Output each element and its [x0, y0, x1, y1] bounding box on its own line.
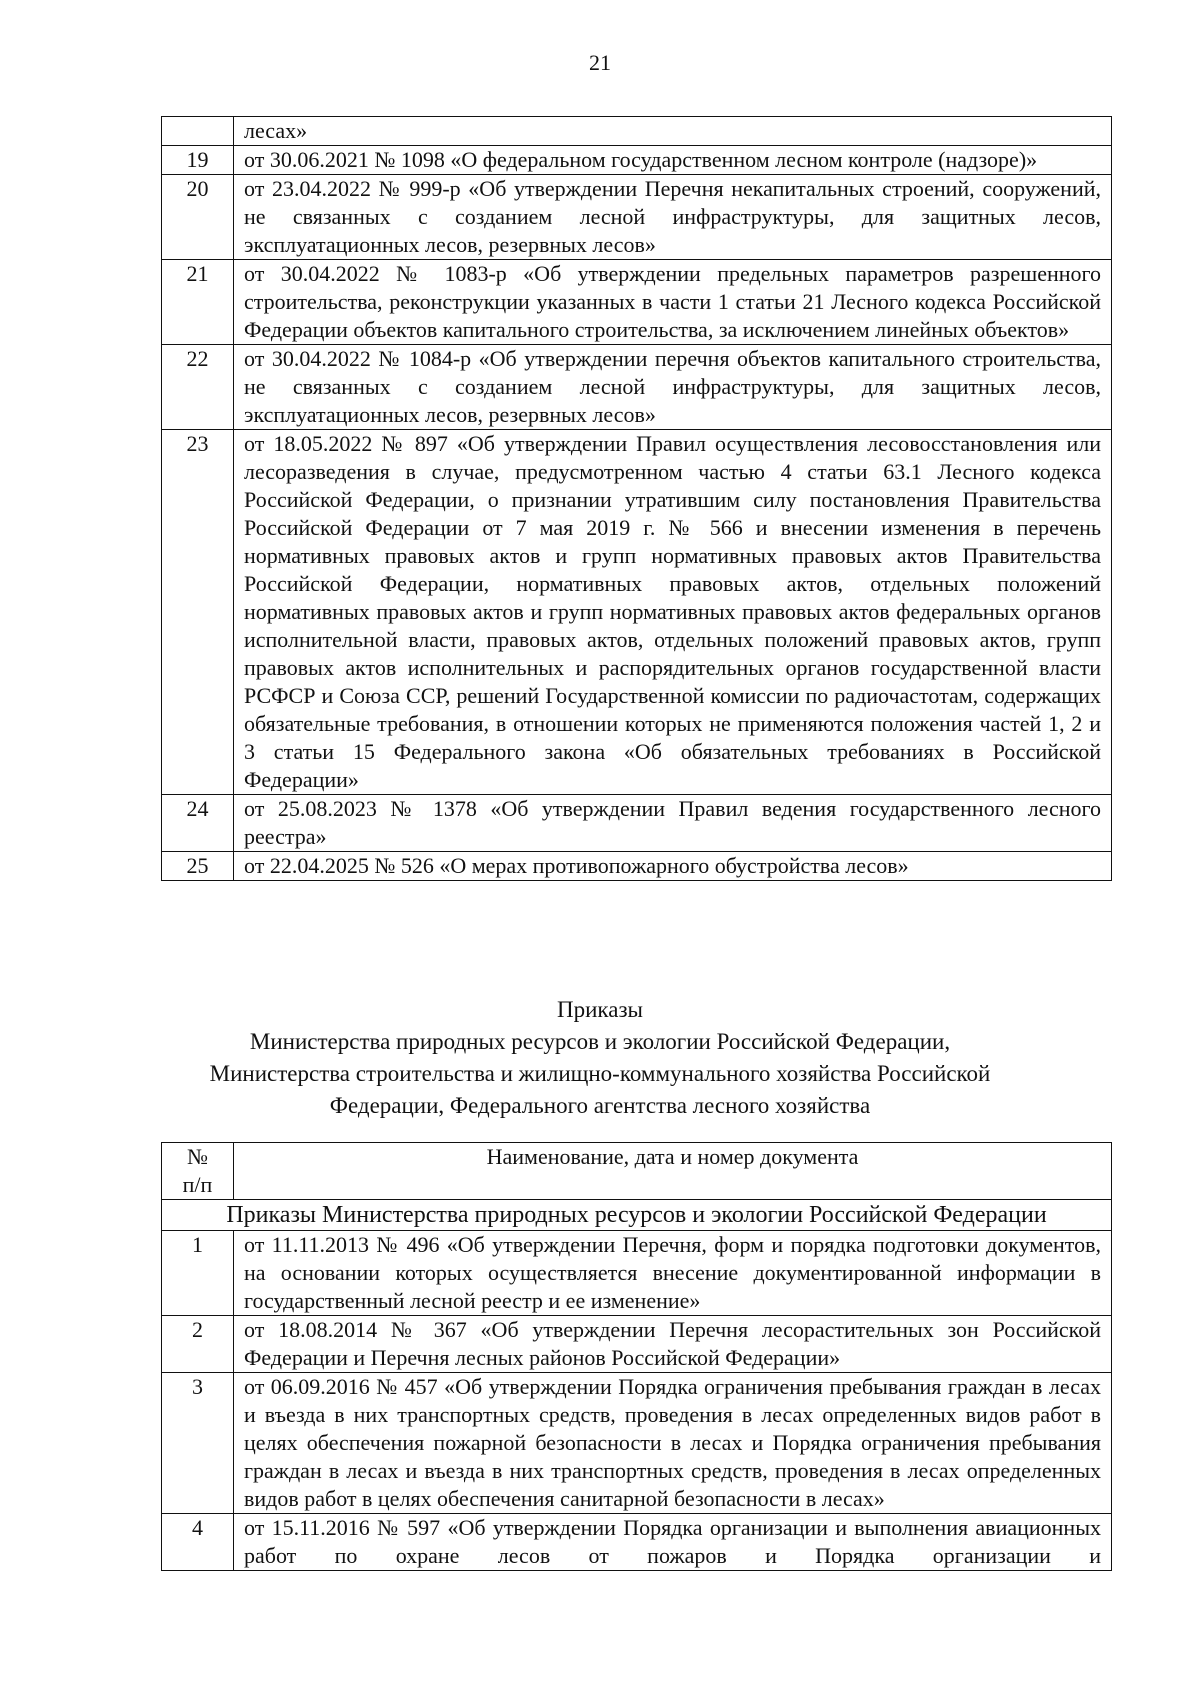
table-row [162, 1231, 1112, 1316]
document-title: лесах» [234, 117, 1112, 146]
document-title: от 30.04.2022 № 1084-р «Об утверждении перечня объектов капитального строительства, не связанных с созданием лесной инфраструктуры, для защитных лесов, эксплуатационных лесов, резервных лесов» [234, 345, 1112, 430]
row-number: 21 [162, 260, 234, 345]
row-number: 24 [162, 795, 234, 852]
row-number: 22 [162, 345, 234, 430]
document-title: от 06.09.2016 № 457 «Об утверждении Порядка ограничения пребывания граждан в лесах и въезда в них транспортных средств, проведения в лесах определенных видов работ в целях обеспечения пожарной безопасности в лесах и Порядка ограничения пребывания граждан в лесах и въезда в них транспортных средств, проведения в лесах определенных видов работ в целях обеспечения санитарной безопасности в лесах» [234, 1373, 1112, 1514]
document-title: от 15.11.2016 № 597 «Об утверждении Порядка организации и выполнения авиационных работ по охране лесов от пожаров и Порядка организации и [234, 1514, 1112, 1571]
header-num-abbrev: п/п [182, 1172, 213, 1197]
header-num-symbol: № [187, 1144, 208, 1169]
table-row [162, 260, 1112, 345]
column-header-title: Наименование, дата и номер документа [234, 1143, 1112, 1200]
row-number: 19 [162, 146, 234, 175]
table-row [162, 430, 1112, 795]
row-number: 23 [162, 430, 234, 795]
heading-line: Федерации, Федерального агентства лесного хозяйства [329, 1093, 871, 1118]
section-title: Приказы Министерства природных ресурсов и экологии Российской Федерации [162, 1200, 1112, 1231]
row-number: 25 [162, 852, 234, 881]
document-title: от 25.08.2023 № 1378 «Об утверждении Правил ведения государственного лесного реестра» [234, 795, 1112, 852]
regulations-table [161, 116, 1112, 881]
section-heading [140, 994, 1060, 1122]
table-row [162, 146, 1112, 175]
heading-line: Приказы [557, 997, 643, 1022]
table-header-row [162, 1143, 1112, 1200]
document-title: от 18.05.2022 № 897 «Об утверждении Правил осуществления лесовосстановления или лесоразведения в случае, предусмотренном частью 4 статьи 63.1 Лесного кодекса Российской Федерации, о признании утратившим силу постановления Правительства Российской Федерации от 7 мая 2019 г. № 566 и внесении изменения в перечень нормативных правовых актов и групп нормативных правовых актов Правительства Российской Федерации, нормативных правовых актов, отдельных положений нормативных правовых актов и групп нормативных правовых актов федеральных органов исполнительной власти, правовых актов, отдельных положений правовых актов, групп правовых актов исполнительных и распорядительных органов государственной власти РСФСР и Союза ССР, решений Государственной комиссии по радиочастотам, содержащих обязательные требования, в отношении которых не применяются положения частей 1, 2 и 3 статьи 15 Федерального закона «Об обязательных требованиях в Российской Федерации» [234, 430, 1112, 795]
table-row [162, 1373, 1112, 1514]
table-row [162, 345, 1112, 430]
row-number: 4 [162, 1514, 234, 1571]
document-title: от 11.11.2013 № 496 «Об утверждении Перечня, форм и порядка подготовки документов, на основании которых осуществляется внесение документированной информации в государственный лесной реестр и ее изменение» [234, 1231, 1112, 1316]
column-header-number [162, 1143, 234, 1200]
orders-table [161, 1142, 1112, 1571]
heading-line: Министерства природных ресурсов и экологии Российской Федерации, [249, 1029, 951, 1054]
document-title: от 30.04.2022 № 1083-р «Об утверждении предельных параметров разрешенного строительства, реконструкции указанных в части 1 статьи 21 Лесного кодекса Российской Федерации объектов капитального строительства, за исключением линейных объектов» [234, 260, 1112, 345]
table-row [162, 795, 1112, 852]
table-row [162, 1514, 1112, 1571]
row-number: 20 [162, 175, 234, 260]
row-number [162, 117, 234, 146]
row-number: 2 [162, 1316, 234, 1373]
document-title: от 30.06.2021 № 1098 «О федеральном государственном лесном контроле (надзоре)» [234, 146, 1112, 175]
heading-line: Министерства строительства и жилищно-коммунального хозяйства Российской [209, 1061, 991, 1086]
row-number: 1 [162, 1231, 234, 1316]
row-number: 3 [162, 1373, 234, 1514]
table-section-row [162, 1200, 1112, 1231]
document-title: от 18.08.2014 № 367 «Об утверждении Перечня лесорастительных зон Российской Федерации и Перечня лесных районов Российской Федерации» [234, 1316, 1112, 1373]
table-row [162, 852, 1112, 881]
page-number: 21 [589, 50, 611, 75]
document-title: от 23.04.2022 № 999-р «Об утверждении Перечня некапитальных строений, сооружений, не связанных с созданием лесной инфраструктуры, для защитных лесов, эксплуатационных лесов, резервных лесов» [234, 175, 1112, 260]
table-row [162, 175, 1112, 260]
table-row [162, 1316, 1112, 1373]
document-title: от 22.04.2025 № 526 «О мерах противопожарного обустройства лесов» [234, 852, 1112, 881]
table-row [162, 117, 1112, 146]
